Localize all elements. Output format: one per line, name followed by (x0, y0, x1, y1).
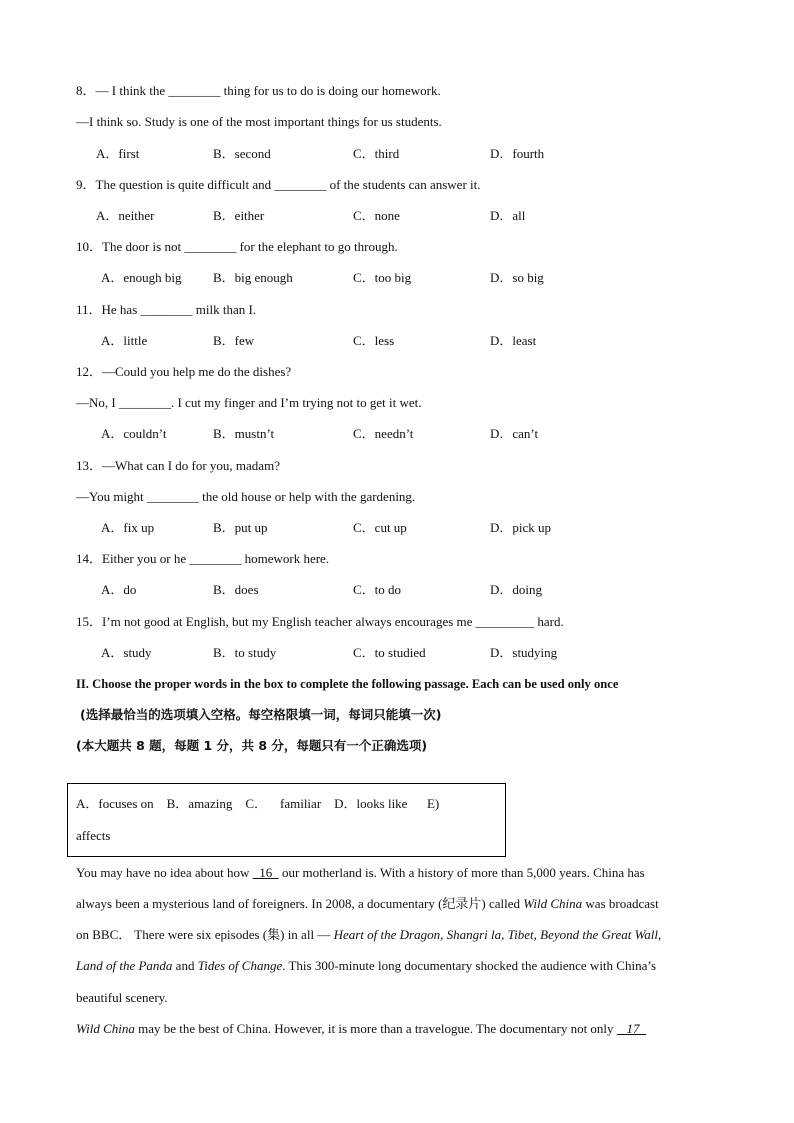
q9-option-d[interactable]: D．all (490, 208, 526, 223)
passage-text: may be the best of China. However, it is more than a travelogue. The documentary not only (134, 1021, 617, 1036)
blank-17[interactable]: 17 (616, 1021, 647, 1036)
q12-option-a[interactable]: A．couldn’t (101, 426, 167, 441)
q8-option-d[interactable]: D．fourth (490, 146, 545, 161)
q14-option-d[interactable]: D．doing (490, 582, 543, 597)
q12-stem: 12．—Could you help me do the dishes? (76, 364, 292, 379)
q14-stem: 14．Either you or he ________ homework here. (76, 551, 330, 566)
section2-title: II. Choose the proper words in the box to complete the following passage. Each can be used only once (76, 677, 619, 691)
passage-text: You may have no idea about how (76, 865, 253, 880)
passage-text: , (657, 927, 662, 942)
q15-option-d[interactable]: D．studying (490, 645, 558, 660)
doc-title: Wild China (523, 896, 583, 911)
q15-option-b[interactable]: B．to study (213, 645, 277, 660)
passage-text: our motherland is. With a history of more than 5,000 years. China has (278, 865, 645, 880)
q12-option-c[interactable]: C．needn’t (353, 426, 414, 441)
q14-option-b[interactable]: B．does (213, 582, 259, 597)
q11-option-b[interactable]: B．few (213, 333, 255, 348)
passage-text: and (172, 958, 198, 973)
blank-16[interactable]: 16 (252, 865, 279, 880)
q10-stem: 10．The door is not ________ for the elephant to go through. (76, 239, 398, 254)
q9-stem: 9．The question is quite difficult and ________ of the students can answer it. (76, 177, 481, 192)
q14-option-c[interactable]: C．to do (353, 582, 402, 597)
word-box-line1: A．focuses on B．amazing C． familiar D．looks like E) (76, 796, 440, 811)
episode-title: Tides of Change (197, 958, 283, 973)
section2-cn-instruction: (选择最恰当的选项填入空格。每空格限填一词，每词只能填一次) (80, 707, 442, 722)
q9-option-c[interactable]: C．none (353, 208, 400, 223)
q14-option-a[interactable]: A．do (101, 582, 137, 597)
passage-line-2 (76, 895, 659, 913)
q11-option-c[interactable]: C．less (353, 333, 395, 348)
episode-titles: Heart of the Dragon, Shangri la, Tibet, Beyond the Great Wall (333, 927, 658, 942)
passage-text: on BBC． There were six episodes (集) in all — (76, 927, 334, 942)
q10-option-a[interactable]: A．enough big (101, 270, 182, 285)
q13-option-a[interactable]: A．fix up (101, 520, 155, 535)
doc-title: Wild China (76, 1021, 135, 1036)
q15-option-c[interactable]: C．to studied (353, 645, 426, 660)
q8-option-a[interactable]: A．first (96, 146, 140, 161)
q10-option-d[interactable]: D．so big (490, 270, 544, 285)
q10-option-c[interactable]: C．too big (353, 270, 412, 285)
q11-option-a[interactable]: A．little (101, 333, 148, 348)
passage-line-1 (76, 864, 645, 882)
word-box-line2: affects (76, 828, 111, 843)
q13-option-b[interactable]: B．put up (213, 520, 268, 535)
passage-text: was broadcast (582, 896, 659, 911)
q10-option-b[interactable]: B．big enough (213, 270, 293, 285)
q15-stem: 15．I’m not good at English, but my English teacher always encourages me _________ hard. (76, 614, 564, 629)
episode-title: Land of the Panda (76, 958, 173, 973)
q8-option-b[interactable]: B．second (213, 146, 271, 161)
q11-option-d[interactable]: D．least (490, 333, 537, 348)
q11-stem: 11．He has ________ milk than I. (76, 302, 257, 317)
q8-option-c[interactable]: C．third (353, 146, 400, 161)
passage-line-6 (76, 1020, 646, 1038)
section2-cn-scoring: (本大题共 8 题，每题 1 分，共 8 分，每题只有一个正确选项) (76, 738, 428, 753)
q8-reply: —I think so. Study is one of the most important things for us students. (76, 114, 442, 129)
q15-option-a[interactable]: A．study (101, 645, 152, 660)
passage-text: always been a mysterious land of foreigners. In 2008, a documentary (纪录片) called (76, 896, 524, 911)
passage-line-5: beautiful scenery. (76, 990, 168, 1005)
passage-line-4 (76, 957, 656, 975)
passage-text: . This 300-minute long documentary shocked the audience with China’s (282, 958, 657, 973)
q9-option-b[interactable]: B．either (213, 208, 265, 223)
q13-stem: 13．—What can I do for you, madam? (76, 458, 280, 473)
q12-option-d[interactable]: D．can’t (490, 426, 539, 441)
q9-option-a[interactable]: A．neither (96, 208, 155, 223)
q12-option-b[interactable]: B．mustn’t (213, 426, 275, 441)
q12-reply: —No, I ________. I cut my finger and I’m trying not to get it wet. (76, 395, 422, 410)
passage-line-3 (76, 926, 661, 944)
q8-stem: 8．— I think the ________ thing for us to do is doing our homework. (76, 83, 441, 98)
q13-reply: —You might ________ the old house or help with the gardening. (76, 489, 416, 504)
q13-option-d[interactable]: D．pick up (490, 520, 552, 535)
q13-option-c[interactable]: C．cut up (353, 520, 407, 535)
